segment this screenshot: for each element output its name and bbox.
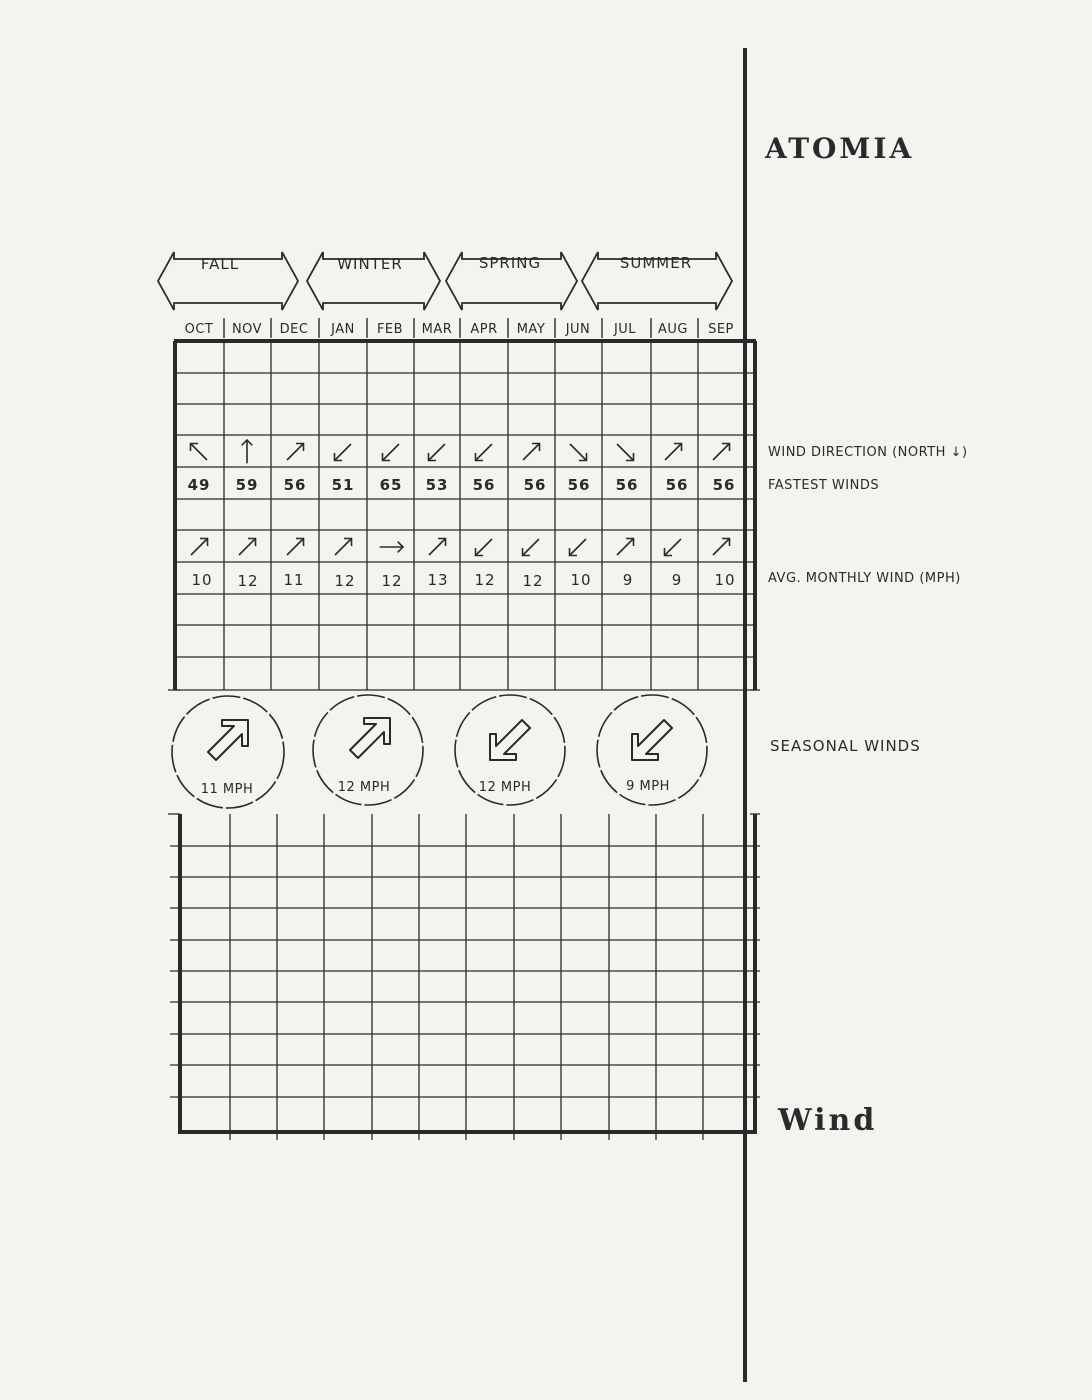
wind-arrow-icon xyxy=(665,444,682,461)
fastest-winds-row xyxy=(188,476,736,494)
season-arrow-spring xyxy=(446,252,577,310)
wind-arrow-icon xyxy=(239,539,256,556)
month-header: JUL xyxy=(613,322,637,337)
upper-grid xyxy=(174,341,756,690)
avg-wind-value: 10 xyxy=(570,571,592,589)
wind-arrow-icon xyxy=(380,535,403,558)
seasonal-speed: 9 MPH xyxy=(626,779,670,794)
avg-wind-value: 10 xyxy=(714,571,736,589)
fastest-wind-value: 65 xyxy=(379,476,403,494)
season-label-winter: WINTER xyxy=(337,255,403,273)
avg-monthly-wind-row xyxy=(191,571,735,590)
month-header: APR xyxy=(470,322,498,337)
wind-arrow-icon xyxy=(570,539,587,556)
seasonal-wind-fall xyxy=(172,696,284,808)
season-arrow-fall xyxy=(158,252,298,310)
label-avg-monthly-wind: AVG. MONTHLY WIND (MPH) xyxy=(768,571,961,586)
page-subtitle: Wind xyxy=(778,1103,878,1138)
wind-arrow-icon xyxy=(429,539,446,556)
season-arrows xyxy=(158,252,732,310)
wind-arrow-icon xyxy=(235,440,258,463)
side-ticks xyxy=(168,690,760,814)
fastest-wind-value: 49 xyxy=(187,476,211,494)
avg-wind-value: 12 xyxy=(381,572,403,590)
seasonal-arrow-icon xyxy=(490,720,530,760)
fastest-wind-value: 56 xyxy=(712,476,736,494)
wind-arrow-icon xyxy=(335,539,352,556)
seasonal-wind-spring xyxy=(455,695,565,805)
seasonal-arrow-icon xyxy=(208,720,248,760)
wind-arrow-icon xyxy=(287,539,304,556)
wind-arrow-icon xyxy=(476,539,493,556)
month-header: MAR xyxy=(421,322,453,337)
wind-arrow-icon xyxy=(523,444,540,461)
fastest-wind-value: 51 xyxy=(331,476,355,494)
avg-wind-value: 12 xyxy=(474,571,496,589)
fastest-wind-value: 56 xyxy=(472,476,496,494)
wind-arrow-icon xyxy=(476,444,493,461)
month-header: NOV xyxy=(231,322,263,337)
fastest-wind-value: 56 xyxy=(523,476,547,494)
page-title: ATOMIA xyxy=(765,132,915,165)
seasonal-arrow-icon xyxy=(632,720,672,760)
seasonal-speed: 12 MPH xyxy=(337,780,391,795)
month-header: DEC xyxy=(279,322,309,337)
avg-wind-value: 10 xyxy=(191,571,213,589)
month-header: AUG xyxy=(658,322,688,337)
avg-wind-value: 12 xyxy=(522,572,544,590)
seasonal-arrow-icon xyxy=(350,718,390,758)
label-fastest-winds: FASTEST WINDS xyxy=(768,478,880,493)
lower-grid xyxy=(170,814,760,1140)
season-label-fall: FALL xyxy=(200,255,240,273)
wind-arrow-icon xyxy=(713,444,730,461)
month-header: JAN xyxy=(331,322,355,337)
wind-arrow-icon xyxy=(570,444,587,461)
avg-wind-value: 9 xyxy=(671,571,683,589)
fastest-wind-value: 56 xyxy=(567,476,591,494)
wind-arrow-icon xyxy=(617,539,634,556)
wind-arrow-icon xyxy=(713,539,730,556)
fastest-wind-value: 56 xyxy=(283,476,307,494)
avg-wind-value: 12 xyxy=(237,572,259,590)
season-label-summer: SUMMER xyxy=(619,254,693,272)
wind-arrow-icon xyxy=(287,444,304,461)
season-arrow-winter xyxy=(307,252,440,310)
month-header: JUN xyxy=(565,322,591,337)
wind-arrow-icon xyxy=(191,539,208,556)
wind-arrow-icon xyxy=(665,539,682,556)
seasonal-wind-winter xyxy=(313,695,423,805)
month-header: MAY xyxy=(516,322,546,337)
month-header: FEB xyxy=(376,322,404,337)
fastest-wind-value: 59 xyxy=(235,476,259,494)
wind-arrow-icon xyxy=(429,444,446,461)
avg-wind-value: 12 xyxy=(334,572,356,590)
season-label-spring: SPRING xyxy=(478,254,542,272)
wind-arrow-icon xyxy=(383,444,400,461)
fastest-wind-value: 56 xyxy=(615,476,639,494)
seasonal-winds xyxy=(172,695,707,808)
avg-wind-value: 13 xyxy=(427,571,449,589)
fastest-wind-value: 53 xyxy=(425,476,449,494)
wind-arrow-icon xyxy=(335,444,352,461)
wind-arrow-icon xyxy=(191,444,208,461)
season-arrow-summer xyxy=(582,252,732,310)
fastest-wind-value: 56 xyxy=(665,476,689,494)
month-header: SEP xyxy=(708,322,734,337)
wind-arrow-icon xyxy=(523,539,540,556)
seasonal-speed: 12 MPH xyxy=(478,780,532,795)
seasonal-speed: 11 MPH xyxy=(200,782,254,797)
wind-arrow-icon xyxy=(617,444,634,461)
seasonal-wind-summer xyxy=(597,695,707,805)
month-header: OCT xyxy=(184,322,214,337)
avg-wind-value: 9 xyxy=(622,571,634,589)
label-seasonal-winds: SEASONAL WINDS xyxy=(770,737,921,755)
avg-wind-value: 11 xyxy=(283,571,305,589)
label-wind-direction: WIND DIRECTION (NORTH ↓) xyxy=(768,445,968,460)
